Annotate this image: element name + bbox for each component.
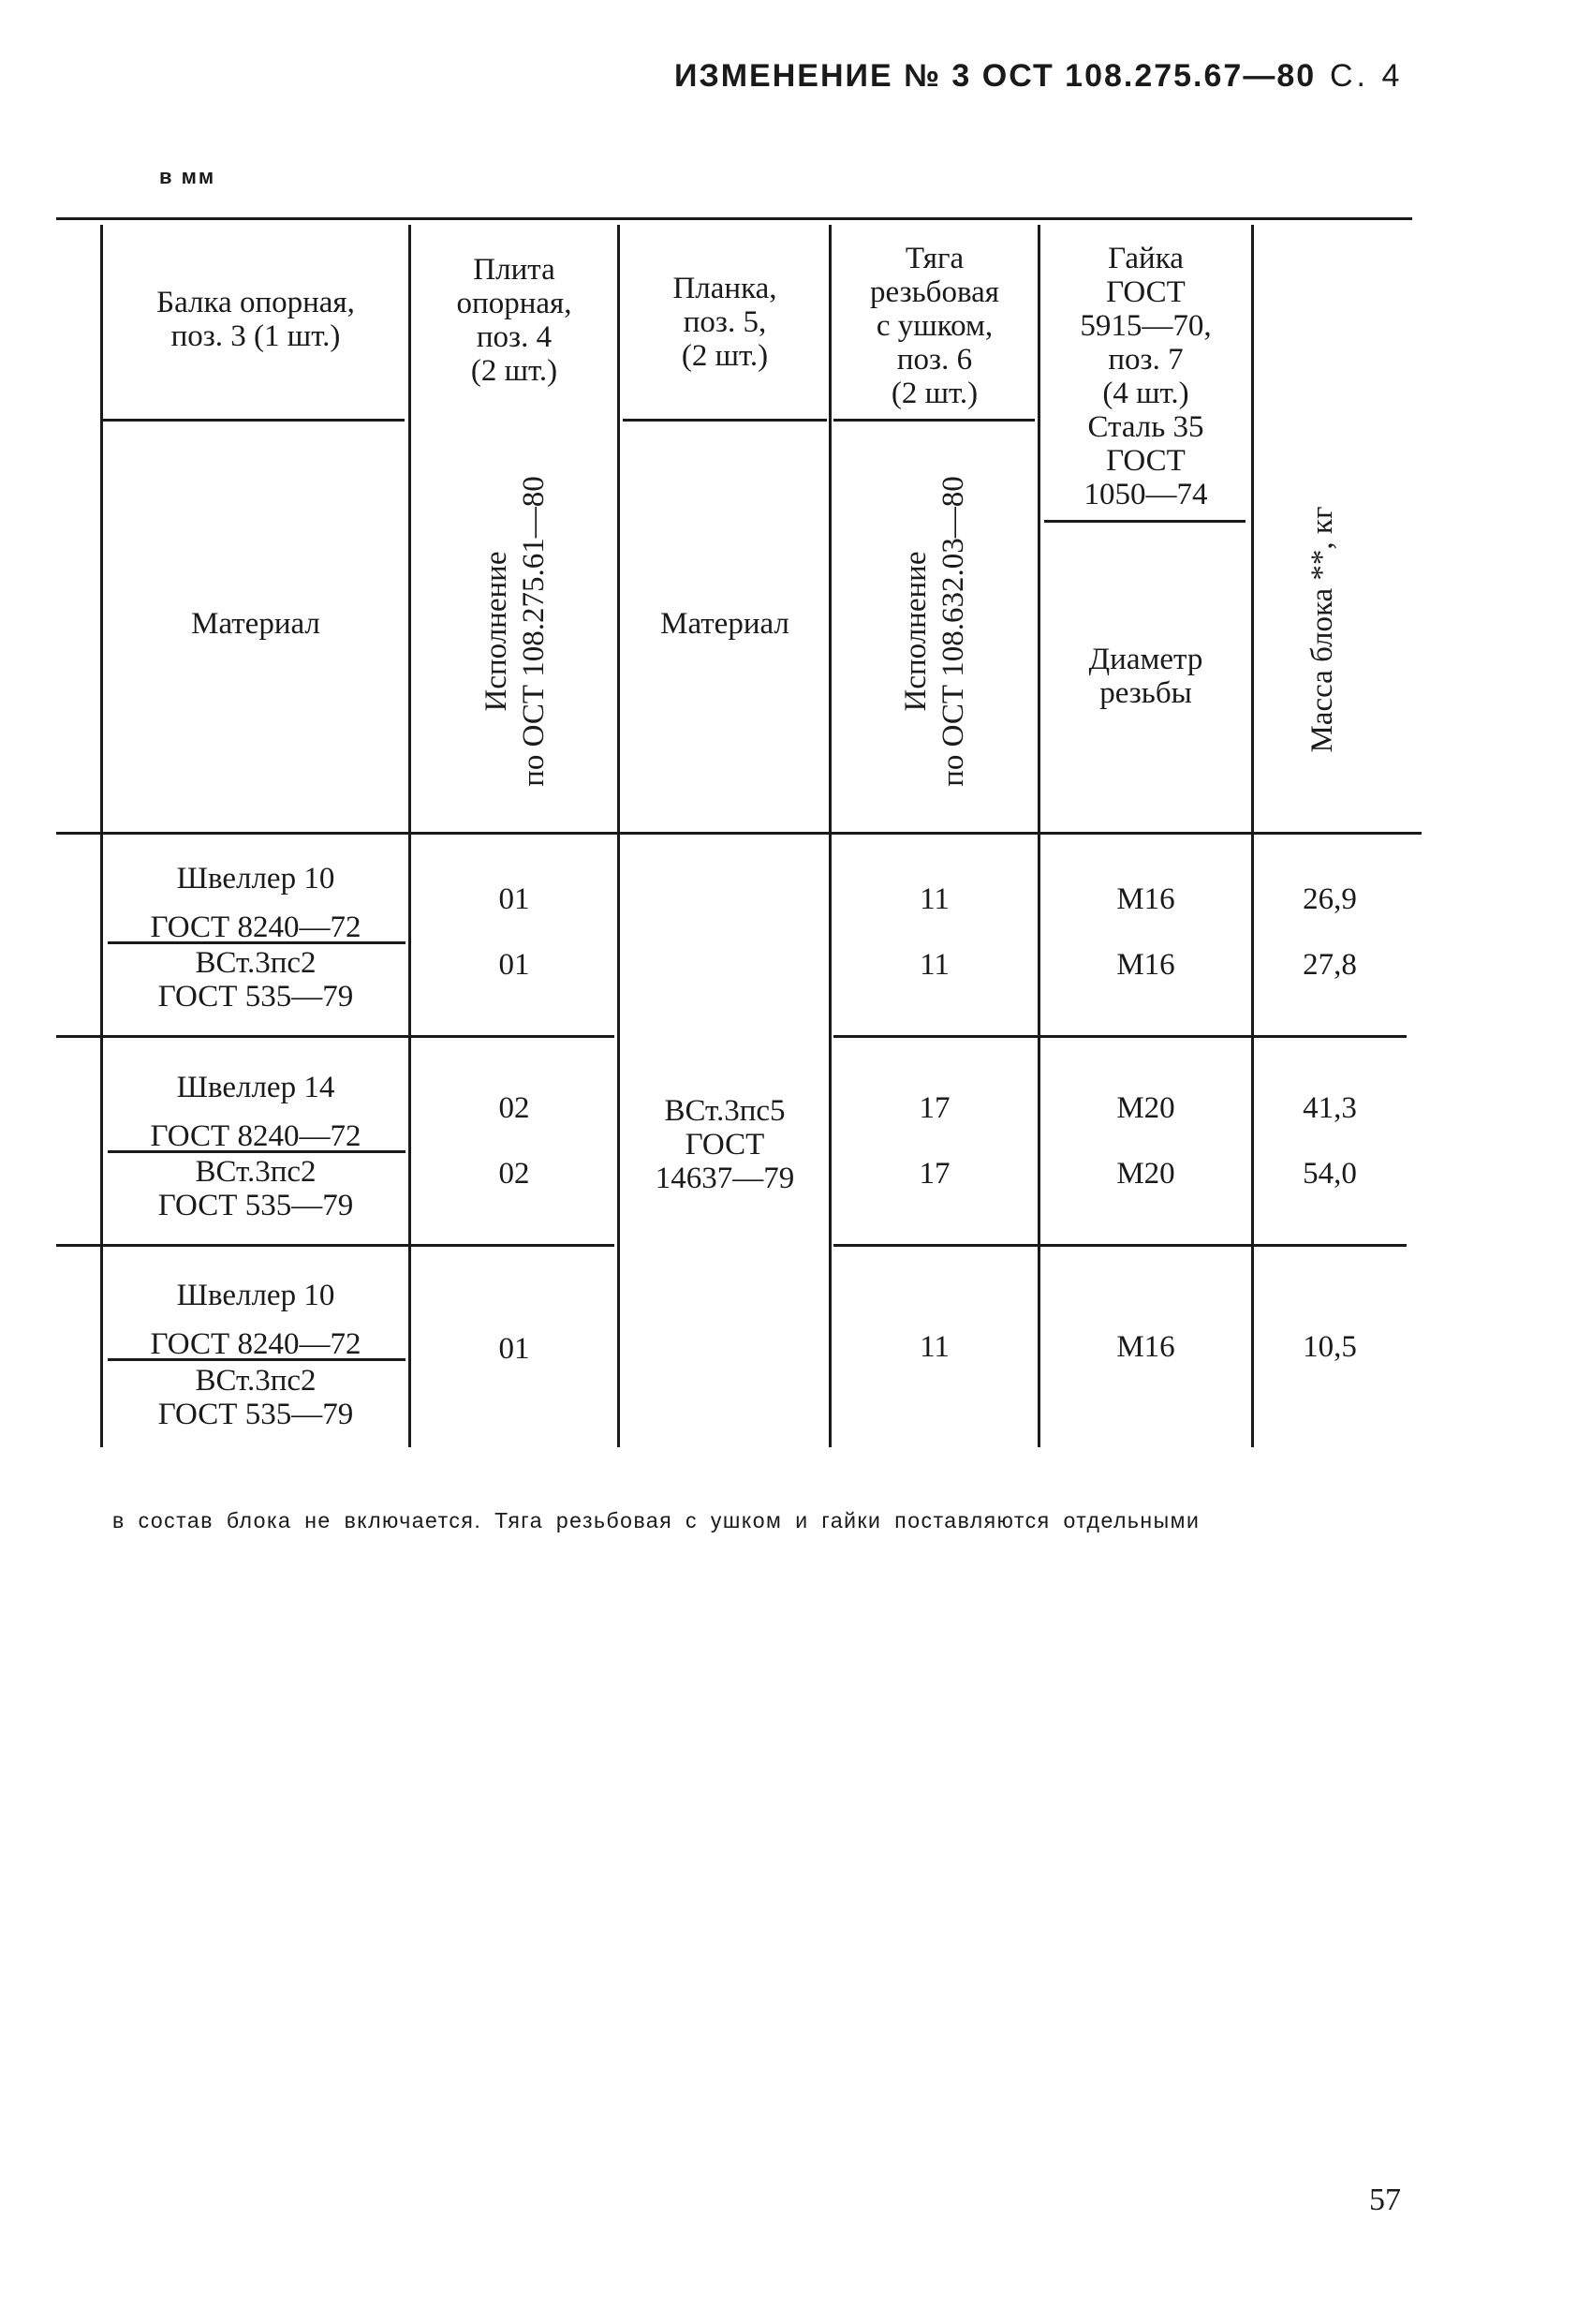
header-nut-line3: 5915—70, xyxy=(1080,309,1212,343)
footnote-text: в состав блока не включается. Тяга резьбовая с ушком и гайки поставляются отдельными xyxy=(112,1508,1201,1532)
header-rod-line4: поз. 6 xyxy=(896,343,973,377)
header-divider-nut xyxy=(1044,520,1246,523)
header-plate-execution-line2: по ОСТ 108.275.61—80 xyxy=(517,476,551,787)
group2-row2-plate: 02 xyxy=(498,1157,530,1191)
header-nut-diameter xyxy=(1040,643,1251,710)
group1-row1-rod: 11 xyxy=(920,882,950,916)
group1-row2-mass: 27,8 xyxy=(1303,948,1357,982)
header-strip-line1: Планка, xyxy=(672,272,777,305)
header-strip-material: Материал xyxy=(660,607,789,641)
strip-material-line2: ГОСТ xyxy=(685,1128,765,1162)
header-nut-diameter-line1: Диаметр xyxy=(1088,643,1203,676)
group3-steel-line2: ГОСТ 535—79 xyxy=(157,1398,354,1431)
page-reference: С. 4 xyxy=(1330,58,1404,94)
group2-row1-rod: 17 xyxy=(919,1091,951,1125)
header-rod-line5: (2 шт.) xyxy=(891,377,979,410)
header-plate-line1: Плита xyxy=(473,253,555,287)
strip-material-line1: ВСт.3пс5 xyxy=(664,1094,786,1128)
group3-steel xyxy=(105,1364,406,1431)
header-beam-line2: поз. 3 (1 шт.) xyxy=(170,319,341,353)
group1-steel-line1: ВСт.3пс2 xyxy=(195,946,317,980)
group2-bottom-rule-left xyxy=(56,1244,614,1247)
group2-row2-rod: 17 xyxy=(919,1157,951,1191)
group1-steel xyxy=(105,946,406,1014)
header-plate-line3: поз. 4 xyxy=(476,320,553,354)
header-nut-line4: поз. 7 xyxy=(1108,343,1184,377)
group2-bottom-rule-right xyxy=(833,1244,1407,1247)
strip-material-line3: 14637—79 xyxy=(655,1162,795,1195)
group3-profile-line2: ГОСТ 8240—72 xyxy=(150,1327,361,1361)
header-rod-line2: резьбовая xyxy=(870,275,999,309)
units-label: в мм xyxy=(159,165,216,188)
page-number: 57 xyxy=(1369,2183,1401,2217)
header-nut-line1: Гайка xyxy=(1108,242,1184,275)
group3-profile-line1: Швеллер 10 xyxy=(176,1279,335,1312)
header-rod-execution-line2: по ОСТ 108.632.03—80 xyxy=(936,476,970,787)
header-beam-material: Материал xyxy=(191,607,320,641)
header-plate xyxy=(412,253,616,388)
group1-profile-line1: Швеллер 10 xyxy=(176,862,335,896)
header-bottom-rule xyxy=(56,832,1422,835)
group1-bottom-rule-left xyxy=(56,1035,614,1038)
header-rod-execution xyxy=(897,388,972,875)
col-line-left xyxy=(100,225,103,1447)
group3-row1-plate: 01 xyxy=(498,1332,530,1366)
group1-row1-mass: 26,9 xyxy=(1303,882,1357,916)
group2-row1-nut: М20 xyxy=(1116,1091,1175,1125)
group2-row1-plate: 02 xyxy=(498,1091,530,1125)
header-divider-strip xyxy=(623,419,827,422)
group3-steel-line1: ВСт.3пс2 xyxy=(195,1364,317,1398)
group3-profile xyxy=(105,1271,406,1369)
header-divider-beam xyxy=(103,419,405,422)
header-nut-line6: Сталь 35 xyxy=(1087,410,1204,444)
group2-profile-line2: ГОСТ 8240—72 xyxy=(150,1119,361,1153)
header-nut-line5: (4 шт.) xyxy=(1102,377,1189,410)
group1-row2-rod: 11 xyxy=(920,948,950,982)
group1-row2-nut: М16 xyxy=(1116,948,1175,982)
header-rod-line3: с ушком, xyxy=(876,309,994,343)
group1-profile xyxy=(105,854,406,952)
header-plate-line2: опорная, xyxy=(456,287,572,320)
group1-row1-nut: М16 xyxy=(1116,882,1175,916)
group3-row1-nut: М16 xyxy=(1116,1330,1175,1364)
table-top-rule xyxy=(56,217,1412,220)
header-beam xyxy=(105,286,406,353)
group2-steel-line2: ГОСТ 535—79 xyxy=(157,1189,354,1222)
header-rod xyxy=(832,242,1038,410)
group1-steel-line2: ГОСТ 535—79 xyxy=(157,980,354,1014)
header-plate-execution xyxy=(478,388,553,875)
group2-row2-mass: 54,0 xyxy=(1303,1157,1357,1191)
header-mass: Масса блока **, кг xyxy=(1305,506,1339,753)
group3-row1-mass: 10,5 xyxy=(1303,1330,1357,1364)
col-line-nut xyxy=(1251,225,1254,1447)
header-rod-execution-line1: Исполнение xyxy=(899,551,933,712)
group2-steel-line1: ВСт.3пс2 xyxy=(195,1155,317,1189)
header-nut xyxy=(1040,242,1251,511)
header-plate-execution-line1: Исполнение xyxy=(479,551,513,712)
header-nut-line2: ГОСТ xyxy=(1106,275,1186,309)
header-nut-line7: ГОСТ xyxy=(1106,444,1186,478)
header-rod-line1: Тяга xyxy=(905,242,965,275)
group1-bottom-rule-right xyxy=(833,1035,1407,1038)
header-nut-line8: 1050—74 xyxy=(1083,478,1208,511)
header-plate-line4: (2 шт.) xyxy=(470,354,558,388)
group2-profile xyxy=(105,1063,406,1161)
group1-profile-line2: ГОСТ 8240—72 xyxy=(150,910,361,944)
header-strip-line2: поз. 5, xyxy=(683,305,767,339)
header-strip-line3: (2 шт.) xyxy=(681,339,769,373)
header-nut-diameter-line2: резьбы xyxy=(1099,676,1192,710)
group3-row1-rod: 11 xyxy=(920,1330,950,1364)
col-line-plate xyxy=(617,225,620,1447)
group2-row2-nut: М20 xyxy=(1116,1157,1175,1191)
header-beam-line1: Балка опорная, xyxy=(156,286,355,319)
strip-material-value xyxy=(621,1094,829,1195)
group1-row1-plate: 01 xyxy=(498,882,530,916)
group2-steel xyxy=(105,1155,406,1222)
group1-row2-plate: 01 xyxy=(498,948,530,982)
document-title: ИЗМЕНЕНИЕ № 3 ОСТ 108.275.67—80 xyxy=(674,58,1317,94)
group2-row1-mass: 41,3 xyxy=(1303,1091,1357,1125)
group2-profile-line1: Швеллер 14 xyxy=(176,1071,335,1104)
header-strip xyxy=(621,272,829,373)
col-line-beam xyxy=(408,225,411,1447)
